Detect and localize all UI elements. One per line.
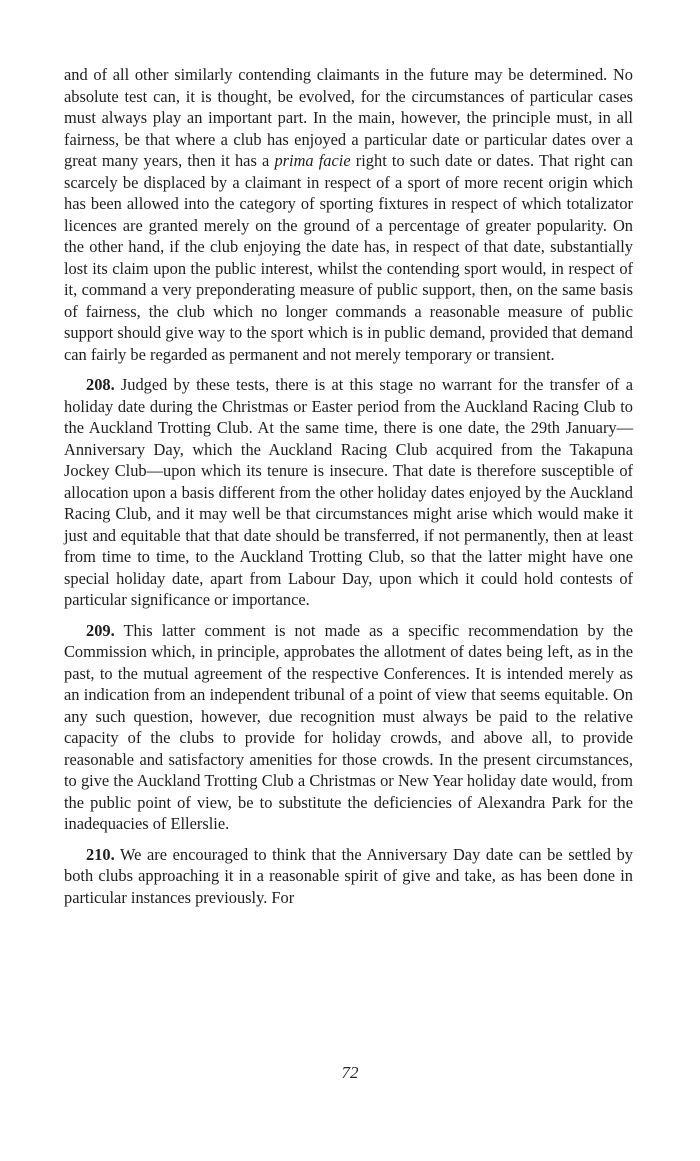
paragraph-number: 208. (86, 375, 115, 394)
paragraph-209 (64, 620, 633, 835)
paragraph-text: Judged by these tests, there is at this stage no warrant for the transfer of a holiday date during the Christmas or Easter period from the Auckland Racing Club to the Auckland Trotting Club. At the same time, there is one date, the 29th January—Anniversary Day, which the Auckland Racing Club acquired from the Takapuna Jockey Club—upon which its tenure is insecure. That date is therefore susceptible of allocation upon a basis different from the other holiday dates enjoyed by the Auckland Racing Club, and it may well be that circumstances might arise which would make it just and equitable that that date should be transferred, if not permanently, then at least from time to time, to the Auckland Trotting Club, so that the latter might have one special holiday date, apart from Labour Day, upon which it could hold contests of particular significance or importance. (64, 375, 633, 609)
paragraph-text: This latter comment is not made as a specific recommendation by the Commission which, in principle, approbates the allotment of dates being left, as in the past, to the mutual agreement of the respective Conferences. It is intended merely as an indication from an independent tribunal of a point of view that seems equitable. On any such question, however, due recognition must always be paid to the relative capacity of the clubs to provide for holiday crowds, and above all, to provide reasonable and satisfactory amenities for those crowds. In the present circumstances, to give the Auckland Trotting Club a Christmas or New Year holiday date would, from the public point of view, be to substitute the deficiencies of Alexandra Park for the inadequacies of Ellerslie. (64, 620, 633, 833)
paragraph-208 (64, 374, 633, 611)
paragraph-text-end: right to such date or dates. That right can scarcely be displaced by a claimant in respect of a sport of more recent origin which has been allowed into the category of sporting fixtures in respect of which totalizator licences are granted merely on the ground of a percentage of greater popularity. On the other hand, if the club enjoying the date has, in respect of that date, substantially lost its claim upon the public interest, whilst the contending sport would, in respect of it, command a very preponderating measure of public support, then, on the same basis of fairness, the club which no longer commands a reasonable measure of public support should give way to the sport which is in public demand, provided that demand can fairly be regarded as permanent and not merely temporary or transient. (64, 151, 633, 364)
paragraph-text-start: and of all other similarly contending claimants in the future may be determined. No absolute test can, it is thought, be evolved, for the circumstances of particular cases must always play an important part. In the main, however, the principle must, in all fairness, be that where a club has enjoyed a particular date or particular dates over a great many years, then it has a (64, 65, 633, 170)
paragraph-number: 210. (86, 844, 115, 864)
paragraph-210 (64, 844, 633, 909)
paragraph-text: We are encouraged to think that the Anniversary Day date can be settled by both clubs approaching it in a reasonable spirit of give and take, as has been done in particular instances previously. For (64, 844, 633, 907)
document-page (64, 64, 633, 908)
paragraph-continuation (64, 64, 633, 365)
paragraph-number: 209. (86, 620, 115, 640)
page-number: 72 (341, 1063, 359, 1082)
italic-phrase: prima facie (274, 151, 351, 170)
